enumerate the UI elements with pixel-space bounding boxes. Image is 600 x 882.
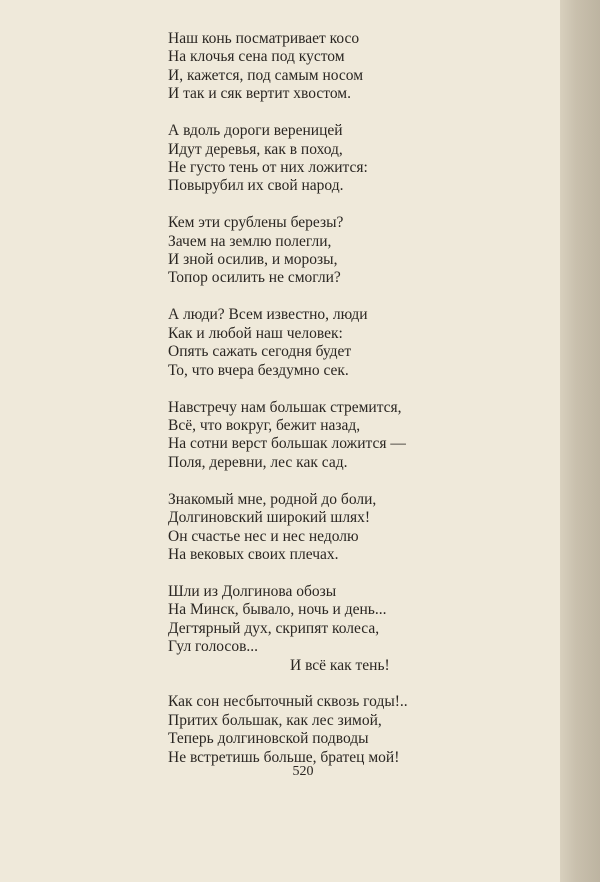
poem-line: На Минск, бывало, ночь и день...: [168, 601, 387, 619]
poem-line: Всё, что вокруг, бежит назад,: [168, 417, 361, 435]
poem-line: Навстречу нам большак стремится,: [168, 398, 402, 416]
poem-line: Поля, деревни, лес как сад.: [168, 453, 348, 471]
poem-line: А вдоль дороги вереницей: [168, 122, 343, 140]
poem-line: Знакомый мне, родной до боли,: [168, 490, 377, 508]
poem-line: Дегтярный дух, скрипят колеса,: [168, 619, 380, 637]
poem-line: Долгиновский широкий шлях!: [168, 509, 371, 527]
poem-line: На сотни верст большак ложится —: [168, 435, 406, 453]
poem-line: Идут деревья, как в поход,: [168, 140, 343, 158]
poem-line: Топор осилить не смогли?: [168, 269, 341, 287]
poem-text: [168, 30, 488, 786]
poem-line: Теперь долгиновской подводы: [168, 730, 369, 748]
stanza-6: [168, 491, 488, 565]
poem-line: Повырубил их свой народ.: [168, 177, 344, 195]
poem-line: Притих большак, как лес зимой,: [168, 711, 382, 729]
poem-line: Шли из Долгинова обозы: [168, 582, 337, 600]
page-gutter-shadow: [560, 0, 600, 882]
stanza-3: [168, 214, 488, 288]
poem-line: То, что вчера бездумно сек.: [168, 361, 349, 379]
poem-line: Опять сажать сегодня будет: [168, 343, 352, 361]
poem-line: Он счастье нес и нес недолю: [168, 527, 359, 545]
poem-line: Кем эти срублены березы?: [168, 214, 344, 232]
poem-line: А люди? Всем известно, люди: [168, 306, 368, 324]
poem-line: Гул голосов...: [168, 638, 259, 656]
poem-line: Наш конь посматривает косо: [168, 30, 360, 47]
stanza-7: [168, 583, 488, 675]
stanza-2: [168, 122, 488, 196]
page-number: [0, 764, 600, 780]
poem-line: И зной осилив, и морозы,: [168, 251, 338, 269]
poem-line: Не встретишь больше, братец мой!: [168, 748, 400, 766]
poem-line: Как и любой наш человек:: [168, 324, 343, 342]
poem-line: На клочья сена под кустом: [168, 48, 345, 66]
poem-line: И так и сяк вертит хвостом.: [168, 85, 351, 103]
poem-line: Зачем на землю полегли,: [168, 232, 332, 250]
page-number-text: 520: [292, 764, 314, 779]
poem-line: Не густо тень от них ложится:: [168, 158, 368, 176]
stanza-4: [168, 306, 488, 380]
poem-line-indented: И всё как тень!: [290, 656, 390, 674]
poem-line: И, кажется, под самым носом: [168, 66, 364, 84]
poem-line: Как сон несбыточный сквозь годы!..: [168, 693, 408, 711]
stanza-1: [168, 30, 488, 104]
poem-line: На вековых своих плечах.: [168, 545, 339, 563]
stanza-8: [168, 693, 488, 767]
stanza-5: [168, 399, 488, 473]
